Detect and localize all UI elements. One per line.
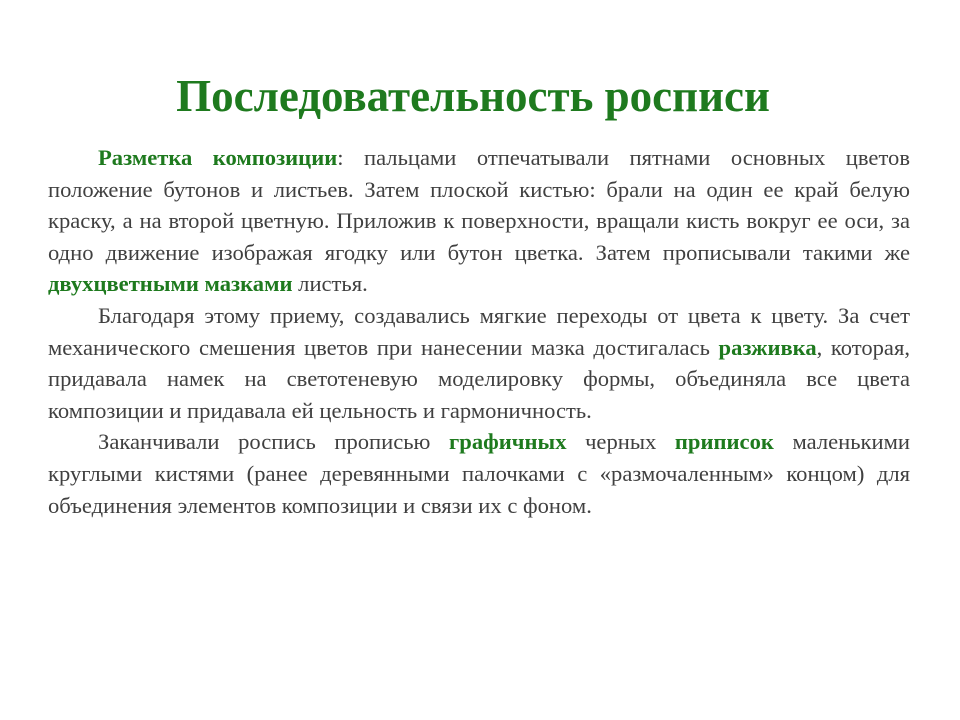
paragraph-finishing [48,426,910,521]
paragraph-blending [48,300,910,426]
paragraph-text: листья. [292,271,368,297]
term-two-color-strokes: двухцветными мазками [48,271,293,297]
term-graphic: графичных [449,429,567,455]
paragraph-markup [48,142,910,300]
paragraph-text: Благодаря этому приему, создавались мягкие переходы от цвета к цвету. За счет механического смешения цветов при нанесении мазка достигалась [48,302,910,360]
paragraph-text: , которая, придавала намек на светотеневую моделировку формы, объединяла все цвета композиции и придавала ей цельность и гармоничность. [48,334,910,423]
paragraph-text: черных [566,429,675,455]
paragraph-text: Заканчивали роспись прописью [98,429,450,455]
term-pripiski: приписок [674,429,774,455]
slide-body [48,142,910,521]
slide-title: Последовательность росписи [176,71,770,121]
term-razhivka: разживка [718,334,817,360]
paragraph-text: : пальцами отпечатывали пятнами основных цветов положение бутонов и листьев. Затем плоской кистью: брали на один ее край белую краску, а на второй цветную. Приложив к поверхности, вращали кисть вокруг ее оси, за одно движение изображая ягодку или бутон цветка. Затем прописывали такими же [48,145,910,265]
term-markup-composition: Разметка композиции [98,145,338,170]
paragraph-text: маленькими круглыми кистями (ранее деревянными палочками с «размочаленным» концом) для объединения элементов композиции и связи их с фоном. [48,429,910,518]
